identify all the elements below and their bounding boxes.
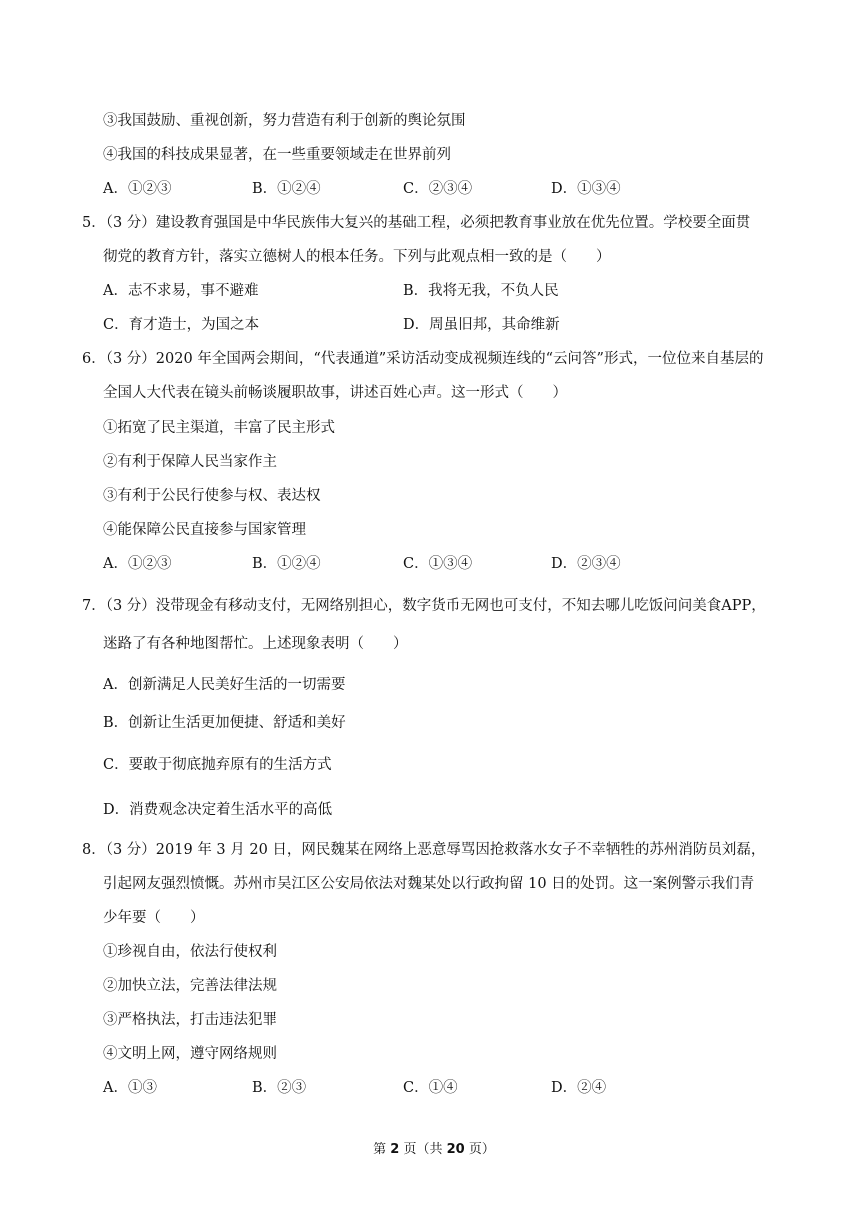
- q7-option-c: C．要敢于彻底抛弃原有的生活方式: [103, 757, 332, 773]
- q4-option-b: B．①②④: [252, 181, 321, 197]
- q6-option-c: C．①③④: [403, 556, 473, 572]
- q4-option-d: D．①③④: [551, 181, 621, 197]
- q8-stem-line1: 8．（3 分）2019 年 3 月 20 日，网民魏某在网络上恶意辱骂因抢救落水女子不幸牺牲的苏州消防员刘磊，: [82, 842, 766, 858]
- q8-option-a: A．①③: [103, 1080, 157, 1096]
- q8-option-c: C．①④: [403, 1080, 458, 1096]
- footer-total-pages: 20: [446, 1142, 465, 1157]
- q5-option-b: B．我将无我，不负人民: [403, 283, 559, 299]
- q5-stem-line1: 5．（3 分）建设教育强国是中华民族伟大复兴的基础工程，必须把教育事业放在优先位置。学校要全面贯: [82, 215, 751, 231]
- q8-option-b: B．②③: [252, 1080, 307, 1096]
- q8-option-d: D．②④: [551, 1080, 607, 1096]
- q6-statement-3: ③有利于公民行使参与权、表达权: [103, 488, 321, 504]
- q7-option-b: B．创新让生活更加便捷、舒适和美好: [103, 715, 346, 731]
- q6-stem-line2: 全国人大代表在镜头前畅谈履职故事，讲述百姓心声。这一形式（ ）: [103, 385, 567, 401]
- q8-stem-line2: 引起网友强烈愤慨。苏州市吴江区公安局依法对魏某处以行政拘留 10 日的处罚。这一案例警示我们青: [103, 876, 755, 892]
- q8-statement-1: ①珍视自由，依法行使权利: [103, 944, 277, 960]
- q6-statement-4: ④能保障公民直接参与国家管理: [103, 522, 306, 538]
- q7-stem-line1: 7．（3 分）没带现金有移动支付，无网络别担心，数字货币无网也可支付，不知去哪儿吃饭问问美食APP，: [82, 598, 766, 614]
- q8-statement-4: ④文明上网，遵守网络规则: [103, 1046, 277, 1062]
- q8-statement-2: ②加快立法，完善法律法规: [103, 978, 277, 994]
- footer-suffix: 页）: [464, 1142, 495, 1157]
- q6-option-d: D．②③④: [551, 556, 621, 572]
- q7-option-d: D．消费观念决定着生活水平的高低: [103, 802, 333, 818]
- page-footer: [0, 1138, 868, 1157]
- q4-option-a: A．①②③: [103, 181, 172, 197]
- q8-stem-line3: 少年要（ ）: [103, 910, 205, 926]
- footer-prefix: 第: [373, 1142, 391, 1157]
- footer-middle: 页（共: [399, 1142, 447, 1157]
- q6-statement-2: ②有利于保障人民当家作主: [103, 454, 277, 470]
- q8-statement-3: ③严格执法，打击违法犯罪: [103, 1012, 277, 1028]
- q5-stem-line2: 彻党的教育方针，落实立德树人的根本任务。下列与此观点相一致的是（ ）: [103, 249, 611, 265]
- q5-option-c: C．育才造士，为国之本: [103, 317, 260, 333]
- q7-stem-line2: 迷路了有各种地图帮忙。上述现象表明（ ）: [103, 636, 408, 652]
- q4-statement-3: ③我国鼓励、重视创新，努力营造有利于创新的舆论氛围: [103, 113, 466, 129]
- q5-option-a: A．志不求易，事不避难: [103, 283, 259, 299]
- q6-statement-1: ①拓宽了民主渠道，丰富了民主形式: [103, 420, 335, 436]
- q6-stem-line1: 6．（3 分）2020 年全国两会期间，“代表通道”采访活动变成视频连线的“云问答”形式，一位位来自基层的: [82, 351, 764, 367]
- q7-option-a: A．创新满足人民美好生活的一切需要: [103, 677, 346, 693]
- q4-statement-4: ④我国的科技成果显著，在一些重要领域走在世界前列: [103, 147, 451, 163]
- footer-page-number: 2: [390, 1142, 400, 1157]
- q6-option-b: B．①②④: [252, 556, 321, 572]
- q4-option-c: C．②③④: [403, 181, 473, 197]
- q5-option-d: D．周虽旧邦，其命维新: [403, 317, 560, 333]
- q6-option-a: A．①②③: [103, 556, 172, 572]
